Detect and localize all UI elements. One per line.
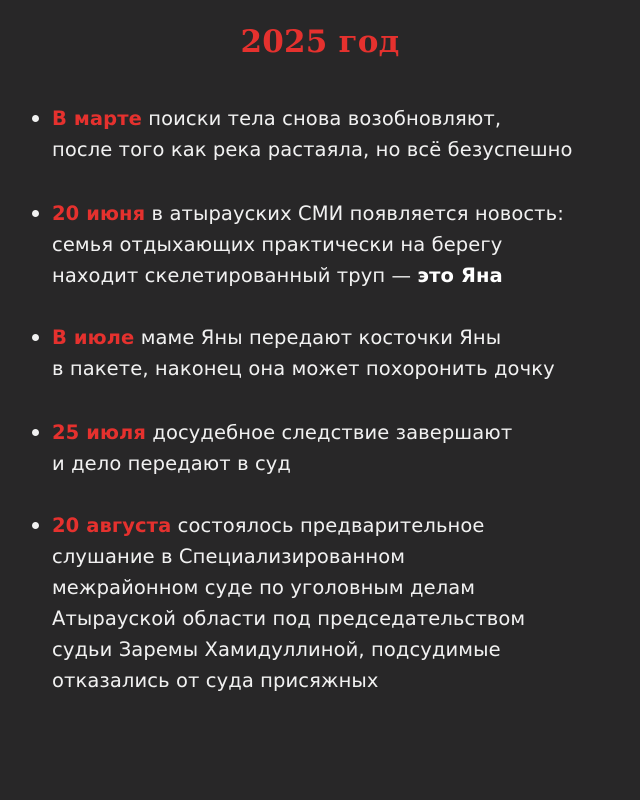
item-emphasis: это Яна: [417, 264, 503, 287]
item-line: [52, 322, 632, 353]
item-line: [52, 103, 632, 134]
item-line: Атырауской области под председательством: [52, 607, 526, 630]
item-line: [52, 198, 632, 229]
item-line: семья отдыхающих практически на берегу: [52, 233, 503, 256]
bullet-icon: [32, 522, 39, 529]
item-date: 25 июля: [52, 421, 147, 444]
bullet-icon: [32, 115, 39, 122]
item-text: находит скелетированный труп —: [52, 264, 418, 287]
item-line: [52, 417, 632, 448]
bullet-icon: [32, 210, 39, 217]
item-line: [52, 510, 632, 541]
item-date: В марте: [52, 107, 142, 130]
item-line: слушание в Специализированном: [52, 545, 406, 568]
item-line: судьи Заремы Хамидуллиной, подсудимые: [52, 638, 501, 661]
page-title: 2025 год: [240, 24, 400, 60]
item-line: [52, 260, 632, 291]
timeline-item-august: [52, 510, 632, 696]
item-text: в атырауских СМИ появляется новость:: [145, 202, 564, 225]
item-date: 20 августа: [52, 514, 172, 537]
item-text: маме Яны передают косточки Яны: [134, 326, 502, 349]
timeline-item-june: [52, 198, 632, 291]
item-date: В июле: [52, 326, 135, 349]
timeline-item-july-25: [52, 417, 632, 479]
item-text: состоялось предварительное: [171, 514, 485, 537]
bullet-icon: [32, 429, 39, 436]
timeline-item-july: [52, 322, 632, 384]
item-line: отказались от суда присяжных: [52, 669, 379, 692]
item-line: и дело передают в суд: [52, 452, 292, 475]
item-text: поиски тела снова возобновляют,: [141, 107, 502, 130]
item-text: досудебное следствие завершают: [146, 421, 513, 444]
item-date: 20 июня: [52, 202, 146, 225]
item-line: межрайонном суде по уголовным делам: [52, 576, 476, 599]
item-line: в пакете, наконец она может похоронить дочку: [52, 357, 555, 380]
item-line: после того как река растаяла, но всё безуспешно: [52, 138, 573, 161]
bullet-icon: [32, 334, 39, 341]
timeline-item-march: [52, 103, 632, 165]
